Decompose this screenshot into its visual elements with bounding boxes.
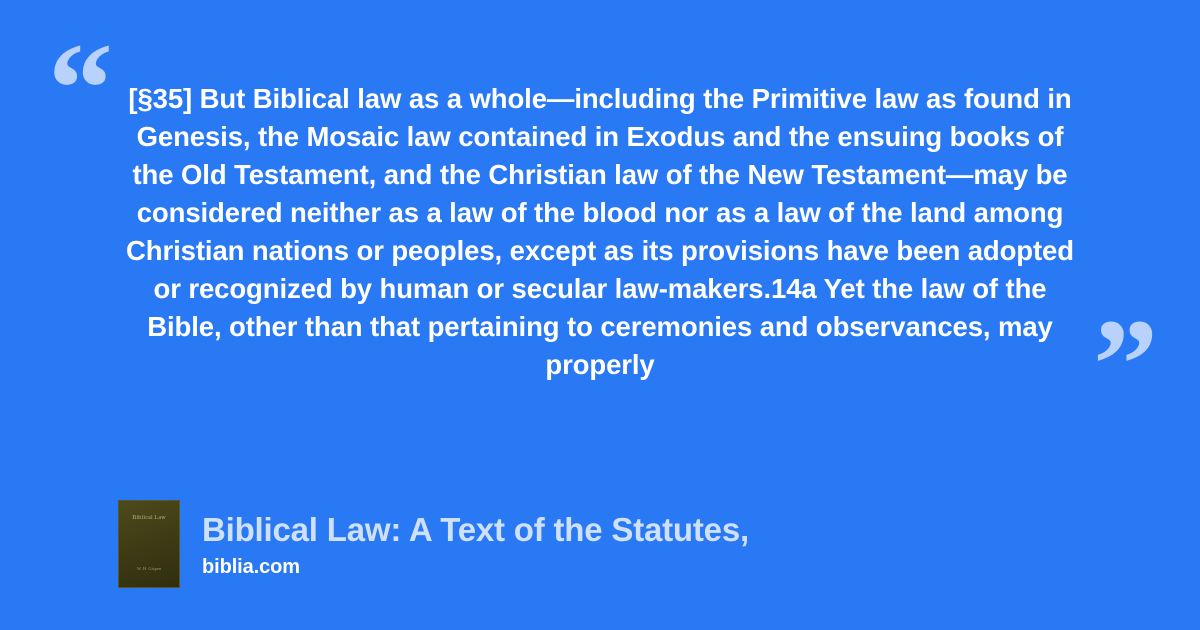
open-quote-icon: “: [48, 17, 109, 161]
book-cover-title: Biblical Law: [132, 515, 166, 521]
close-quote-icon: ”: [1093, 293, 1154, 437]
quote-text: [§35] But Biblical law as a whole—including the Primitive law as found in Genesis, the Mosaic law contained in Exodus and the ensuing books of the Old Testament, and the Christian law of the New Testament—may be considered neither as a law of the blood nor as a law of the land among Christian nations or peoples, except as its provisions have been adopted or recognized by human or secular law-makers.14a Yet the law of the Bible, other than that pertaining to ceremonies and observances, may properly: [126, 83, 1074, 380]
site-name: biblia.com: [202, 555, 300, 578]
attribution-footer: [118, 500, 749, 588]
attribution-text: [202, 510, 749, 579]
book-cover-author: W. H. Gispen: [136, 566, 162, 571]
book-cover-thumbnail: [118, 500, 180, 588]
book-title: Biblical Law: A Text of the Statutes,: [202, 510, 749, 548]
